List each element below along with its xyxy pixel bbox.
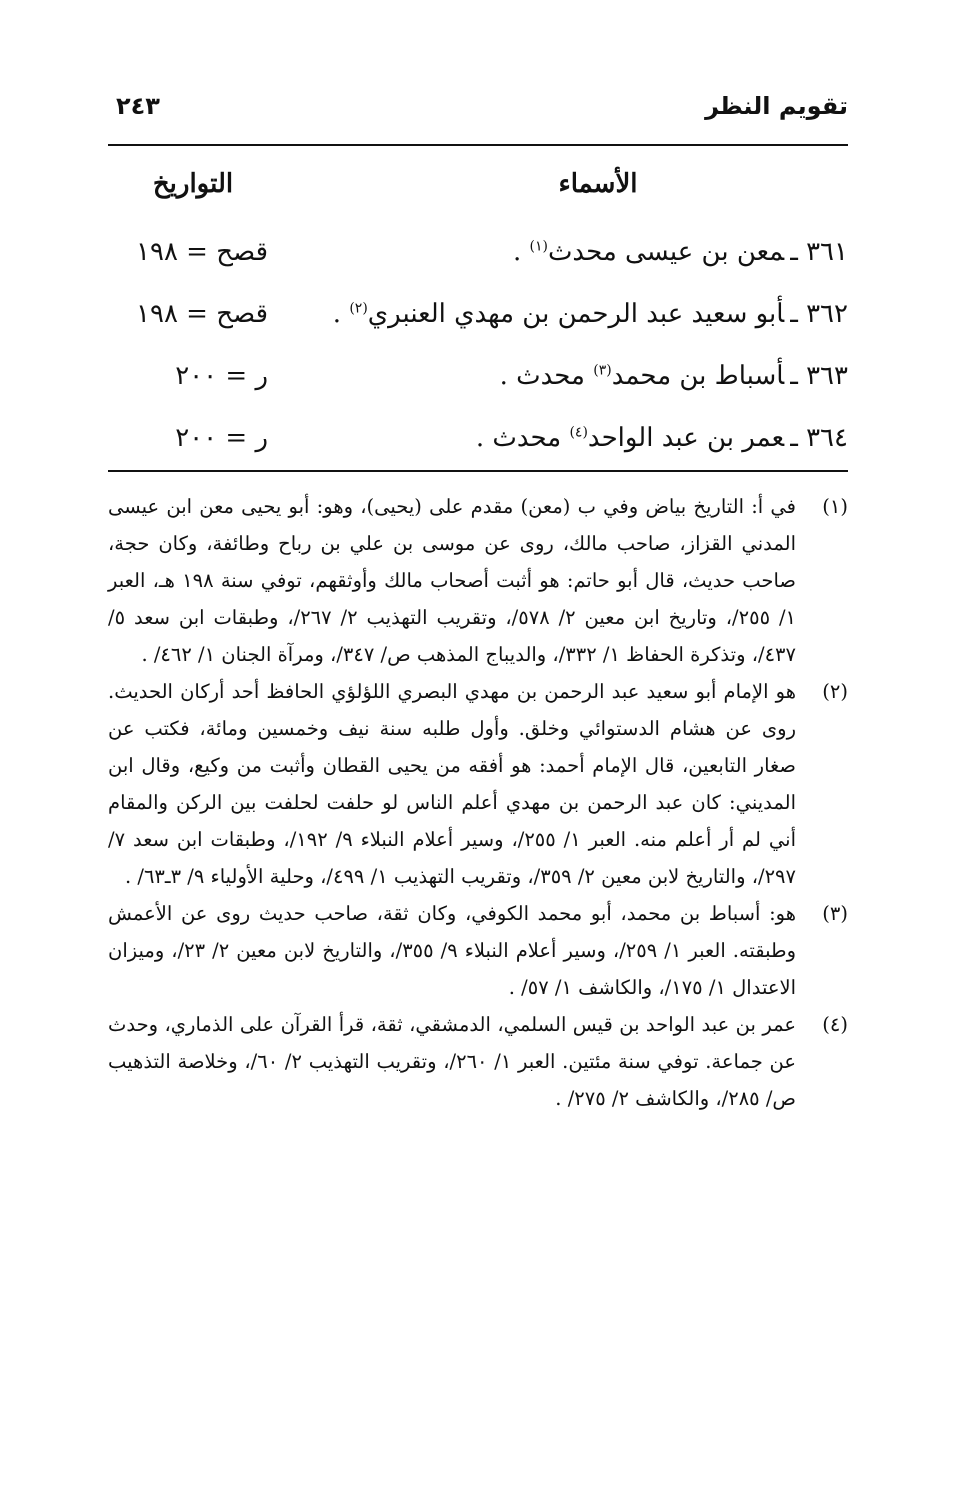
entry-name: [348, 416, 848, 460]
footnote-marker: (١): [822, 495, 848, 518]
entry-number: ٣٦٣ ـ: [790, 361, 848, 391]
entry-tail: .: [512, 237, 530, 267]
entry-date: ر = ٢٠٠: [175, 423, 268, 453]
footnote-text: هو: أسباط بن محمد، أبو محمد الكوفي، وكان ثقة، صاحب حديث روى عن الأعمش وطبقته. العبر ١/ ٢٥٩/، وسير أعلام النبلاء ٩/ ٣٥٥/، والتاريخ لابن معين ٢/ ٢٣/، وميزان الاعتدال ١/ ١٧٥/، والكاشف ١/ ٥٧/ .: [108, 902, 796, 999]
footnote-ref: (٢): [349, 300, 368, 317]
dates-column-header: التواريخ: [152, 169, 234, 199]
footnote-text: هو الإمام أبو سعيد عبد الرحمن بن مهدي البصري اللؤلؤي الحافظ أحد أركان الحديث. روى عن هشام الدستوائي وخلق. وأول طلبه سنة نيف وخمسين ومائة، فكتب عن صغار التابعين، قال الإمام أحمد: هو أفقه من يحيى القطان وأثبت من وكيع، وقال ابن المديني: كان عبد الرحمن بن مهدي أعلم الناس لو حلفت لحلفت بين الركن والمقام أني لم أر أعلم منه. العبر ١/ ٢٥٥/، وسير أعلام النبلاء ٩/ ١٩٢/، وطبقات ابن سعد ٧/ ٢٩٧/، والتاريخ لابن معين ٢/ ٣٥٩/، وتقريب التهذيب ١/ ٤٩٩/، وحلية الأولياء ٩/ ٣ـ٦٣/ .: [108, 680, 796, 888]
footnote-ref: (٤): [569, 424, 588, 441]
footnotes: [108, 488, 848, 1117]
table-row: [108, 292, 848, 354]
entry-name: [332, 292, 848, 336]
table-row: [108, 354, 848, 416]
names-dates-table: [108, 162, 848, 478]
entry-name: [348, 230, 848, 274]
entry-tail: محدث .: [475, 423, 570, 453]
entry-name-text: أبو سعيد عبد الرحمن بن مهدي العنبري: [367, 299, 785, 329]
table-row: [108, 230, 848, 292]
entry-number: ٣٦٢ ـ: [790, 299, 848, 329]
footnote: [108, 673, 848, 895]
entry-tail: .: [332, 299, 350, 329]
names-column-header: الأسماء: [558, 169, 638, 199]
entry-date: قصح = ١٩٨: [136, 299, 268, 329]
footnote-ref: (١): [529, 238, 548, 255]
entry-date: ر = ٢٠٠: [175, 361, 268, 391]
footnote-text: في أ: التاريخ بياض وفي ب (معن) مقدم على (يحيى)، وهو: أبو يحيى معن ابن عيسى المدني القزاز، صاحب مالك، روى عن موسى بن علي بن رباح وطائفة، وكان حجة، صاحب حديث، قال أبو حاتم: هو أثبت أصحاب مالك وأوثقهم، توفي سنة ١٩٨ هـ، العبر ١/ ٢٥٥/، وتاريخ ابن معين ٢/ ٥٧٨/، وتقريب التهذيب ٢/ ٢٦٧/، وطبقات ابن سعد ٥/ ٤٣٧/، وتذكرة الحفاظ ١/ ٣٣٢/، والديباج المذهب ص/ ٣٤٧/، ومرآة الجنان ١/ ٤٦٢/ .: [108, 495, 797, 666]
entry-name-text: معن بن عيسى محدث: [547, 237, 785, 267]
footnote-marker: (٢): [822, 680, 848, 703]
running-title: تقويم النظر: [705, 92, 848, 120]
header-rule: [108, 144, 848, 146]
entry-date: قصح = ١٩٨: [136, 237, 268, 267]
running-header: [108, 92, 848, 132]
footnote: [108, 1006, 848, 1117]
footnote-rule: [108, 470, 848, 472]
table-row: [108, 416, 848, 478]
footnote-marker: (٤): [822, 1013, 848, 1036]
entry-tail: محدث .: [499, 361, 594, 391]
entry-name: [348, 354, 848, 398]
table-header-row: [108, 162, 848, 230]
footnote-marker: (٣): [822, 902, 848, 925]
footnote: [108, 895, 848, 1006]
entry-name-text: عمر بن عبد الواحد: [587, 423, 785, 453]
page-number: ٢٤٣: [116, 92, 160, 120]
entry-name-text: أسباط بن محمد: [611, 361, 785, 391]
footnote-ref: (٣): [593, 362, 612, 379]
footnote: [108, 488, 848, 673]
entry-number: ٣٦٤ ـ: [790, 423, 848, 453]
entry-number: ٣٦١ ـ: [790, 237, 848, 267]
footnote-text: عمر بن عبد الواحد بن قيس السلمي، الدمشقي، ثقة، قرأ القرآن على الذماري، وحدث عن جماعة. توفي سنة مئتين. العبر ١/ ٢٦٠/، وتقريب التهذيب ٢/ ٦٠/، وخلاصة التذهيب ص/ ٢٨٥/، والكاشف ٢/ ٢٧٥/ .: [108, 1013, 796, 1110]
